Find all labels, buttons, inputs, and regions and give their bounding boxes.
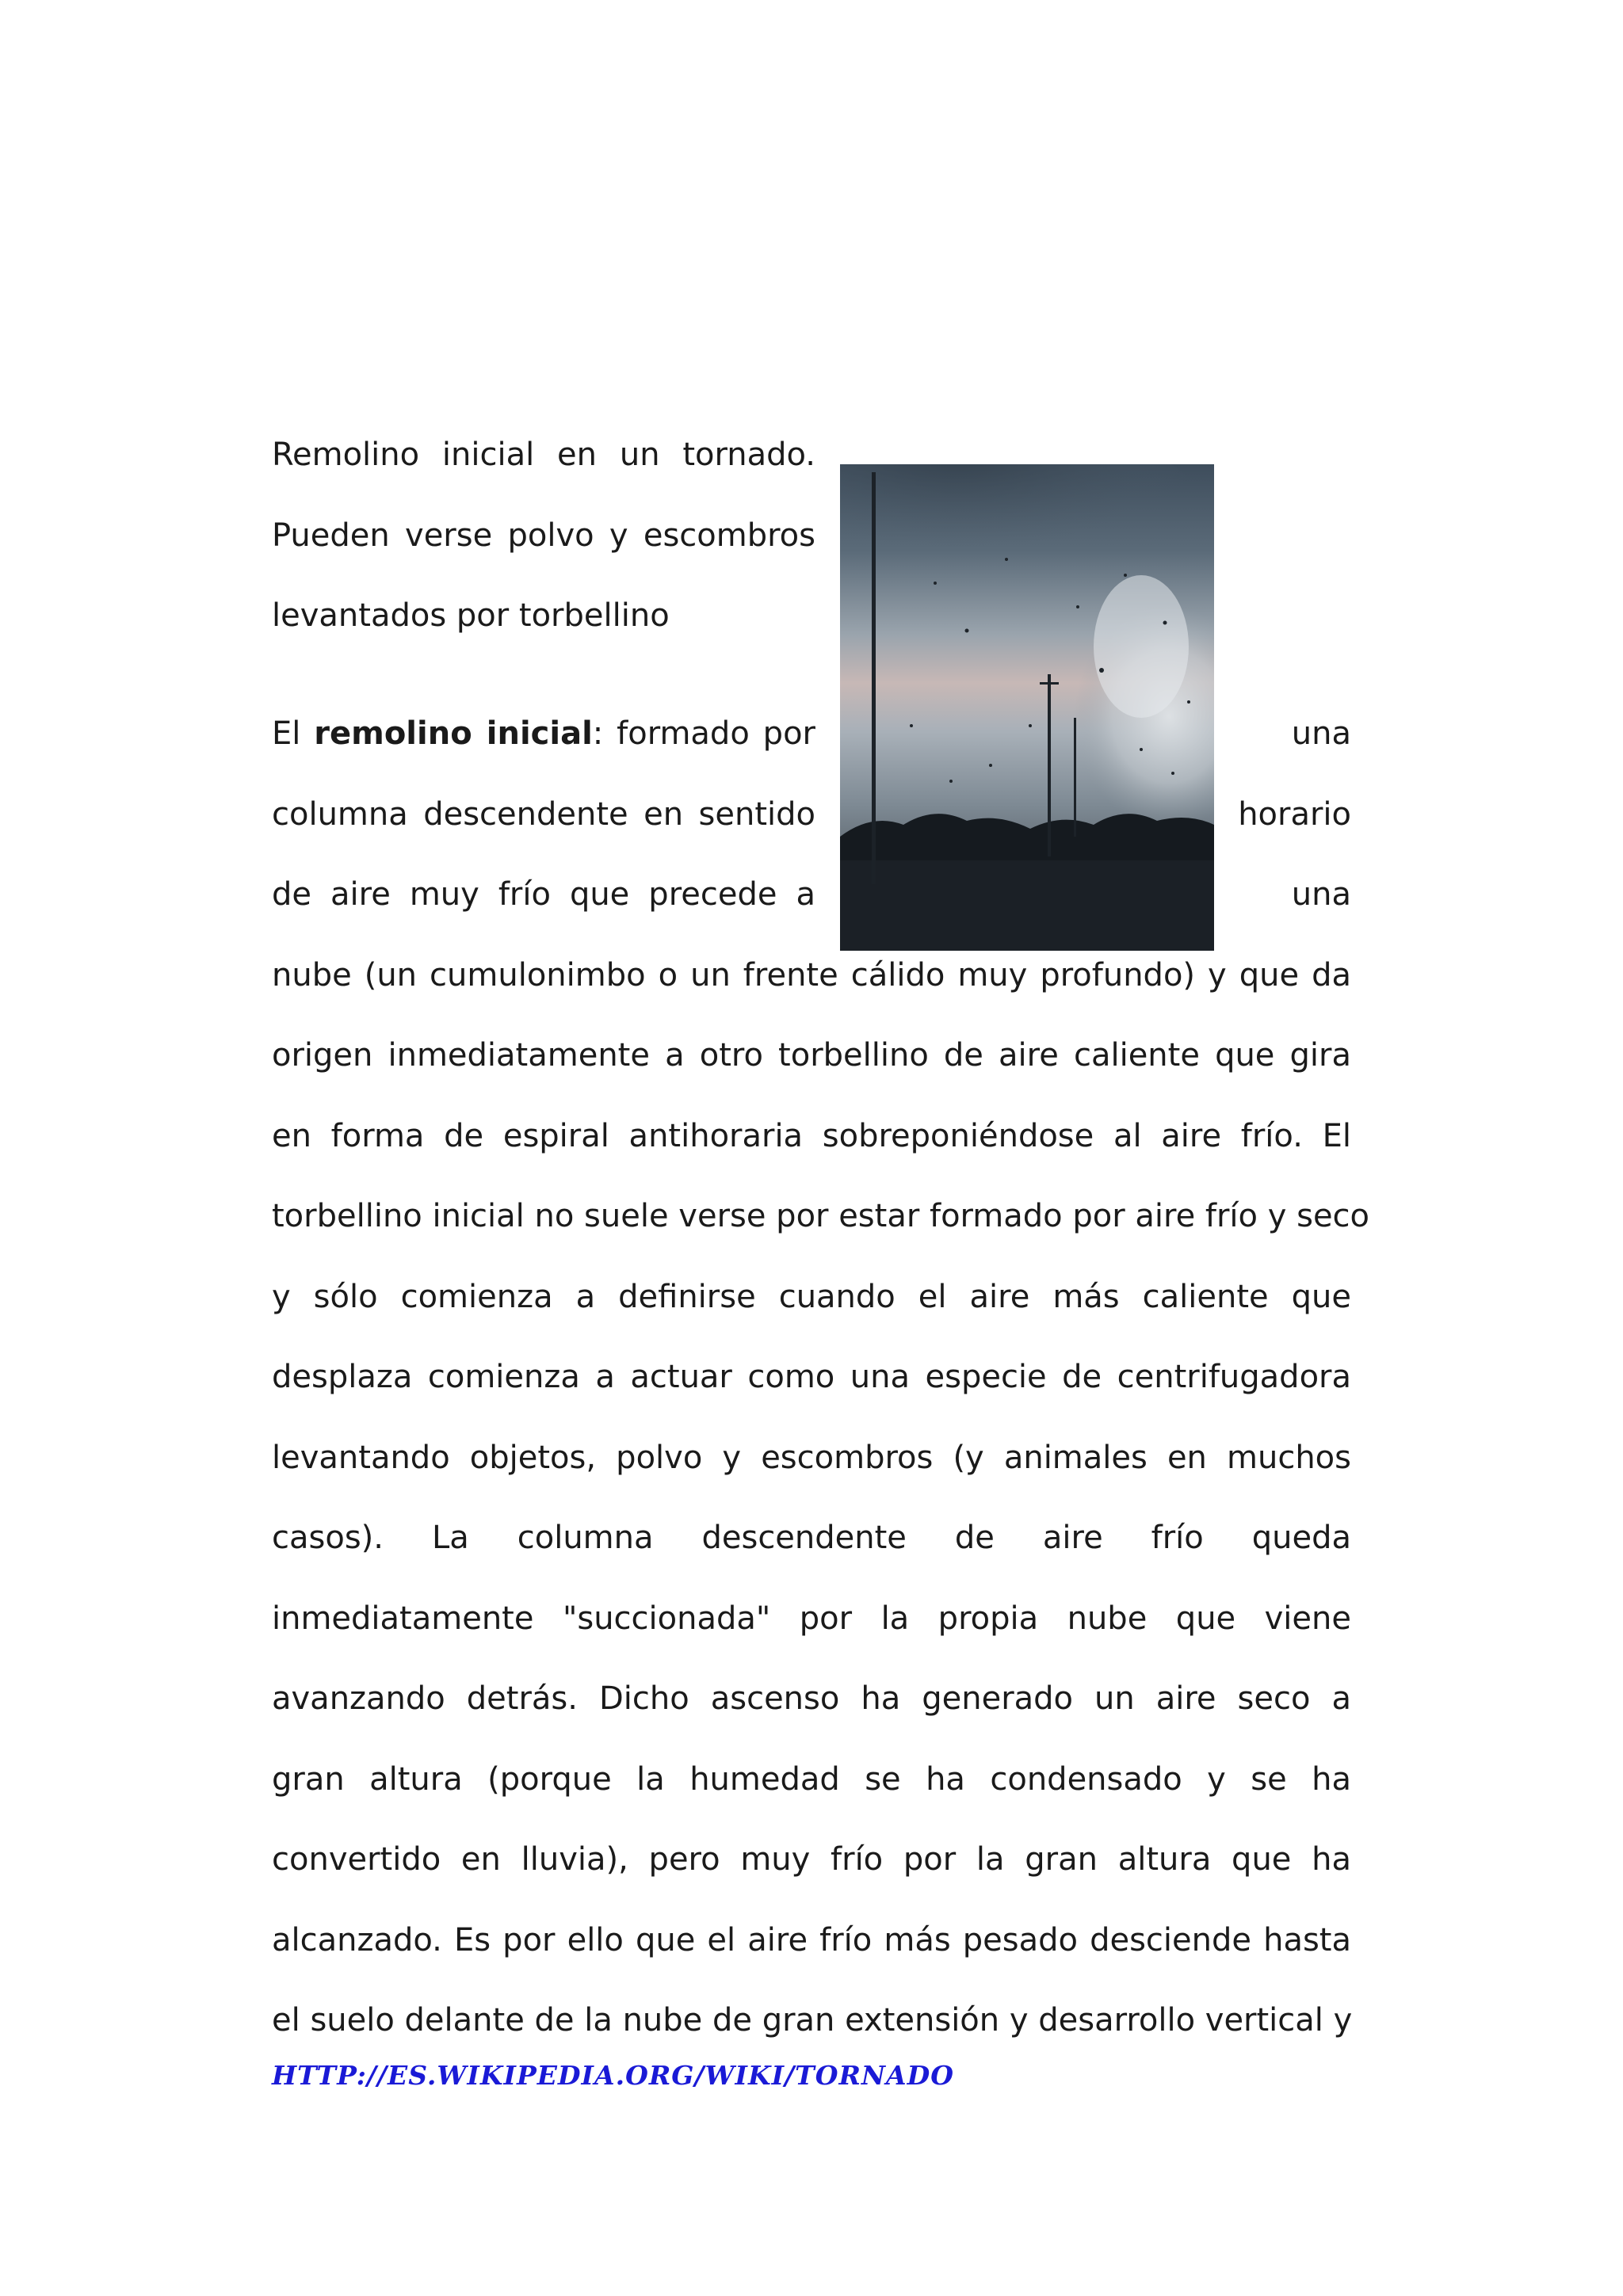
paragraph-row-left (272, 694, 815, 775)
paragraph-line: levantando objetos, polvo y escombros (y animales en muchos (272, 1439, 1351, 1476)
paragraph-row-right: horario (1238, 795, 1351, 833)
paragraph-row (272, 775, 1351, 856)
paragraph-line: gran altura (porque la humedad se ha condensado y se ha (272, 1760, 1351, 1798)
image-caption (272, 415, 815, 657)
paragraph-row-right: una (1291, 876, 1351, 913)
paragraph-line: en forma de espiral antihoraria sobreponiéndose al aire frío. El (272, 1117, 1351, 1154)
paragraph-row-left: de aire muy frío que precede a (272, 876, 815, 913)
bold-term: remolino inicial (314, 715, 593, 752)
caption-line: Remolino inicial en un tornado. (272, 437, 815, 473)
paragraph-line: origen inmediatamente a otro torbellino de aire caliente que gira (272, 1037, 1351, 1074)
caption-line: levantados por torbellino (272, 597, 670, 634)
paragraph-line: desplaza comienza a actuar como una especie de centrifugadora (272, 1359, 1351, 1395)
paragraph-line: convertido en lluvia), pero muy frío por la gran altura que ha (272, 1841, 1351, 1878)
paragraph-line: casos). La columna descendente de aire frío queda (272, 1520, 1351, 1556)
main-paragraph (272, 694, 1370, 2061)
lead-rest: : formado por (592, 715, 815, 752)
paragraph-line: avanzando detrás. Dicho ascenso ha generado un aire seco a (272, 1680, 1351, 1717)
paragraph-line: el suelo delante de la nube de gran extensión y desarrollo vertical y (272, 2002, 1353, 2039)
paragraph-line: alcanzado. Es por ello que el aire frío más pesado desciende hasta (272, 1921, 1351, 1958)
paragraph-row (272, 694, 1351, 775)
paragraph-line: y sólo comienza a definirse cuando el aire más caliente que (272, 1278, 1351, 1315)
paragraph-line: torbellino inicial no suele verse por estar formado por aire frío y seco (272, 1198, 1370, 1234)
paragraph-row-left: columna descendente en sentido (272, 795, 815, 833)
paragraph-row (272, 855, 1351, 936)
paragraph-row-right: una (1291, 715, 1351, 752)
paragraph-line: nube (un cumulonimbo o un frente cálido muy profundo) y que da (272, 956, 1351, 994)
lead-prefix: El (272, 715, 301, 752)
source-link[interactable]: HTTP://ES.WIKIPEDIA.ORG/WIKI/TORNADO (272, 2060, 954, 2091)
paragraph-line: inmediatamente "succionada" por la propia nube que viene (272, 1600, 1351, 1637)
caption-line: Pueden verse polvo y escombros (272, 517, 815, 554)
